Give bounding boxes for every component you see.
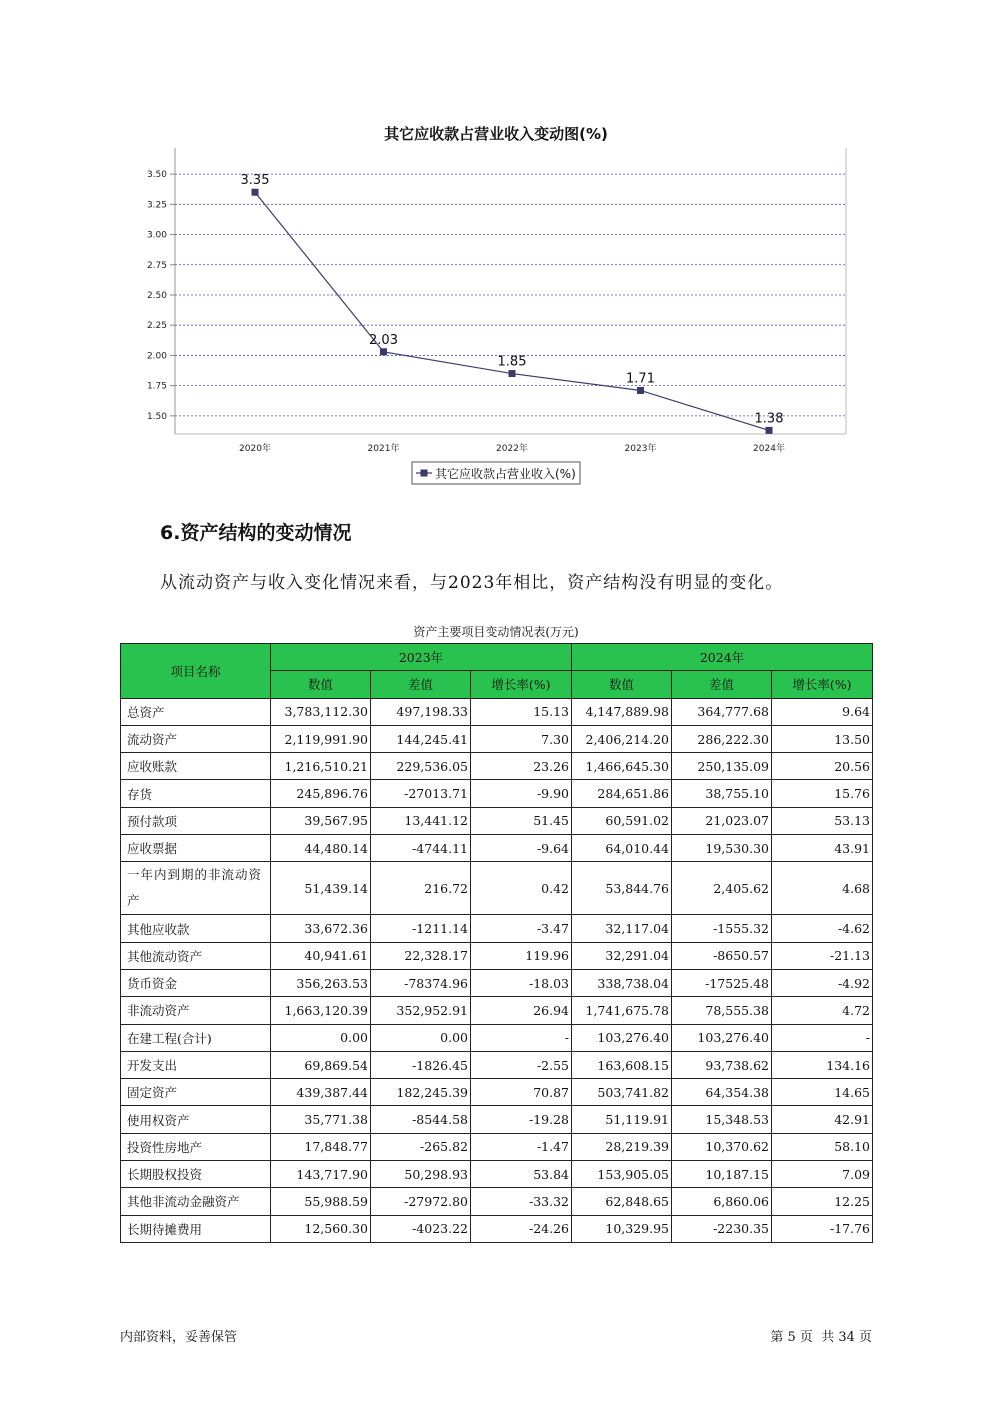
table-cell: 15,348.53 xyxy=(672,1106,772,1133)
row-label: 长期待摊费用 xyxy=(121,1215,271,1242)
row-label: 其他应收款 xyxy=(121,915,271,942)
table-cell: 0.42 xyxy=(471,862,572,915)
table-cell: 143,717.90 xyxy=(271,1161,371,1188)
table-cell: 20.56 xyxy=(772,753,873,780)
y-tick-label: 2.00 xyxy=(146,351,167,362)
table-cell: 23.26 xyxy=(471,753,572,780)
line-chart xyxy=(0,0,992,500)
table-cell: 2,119,991.90 xyxy=(271,725,371,752)
table-cell: 14.65 xyxy=(772,1079,873,1106)
table-cell: 44,480.14 xyxy=(271,835,371,862)
table-cell: -1.47 xyxy=(471,1133,572,1160)
table-cell: -8650.57 xyxy=(672,942,772,969)
y-tick-label: 2.25 xyxy=(146,321,167,332)
table-cell: -4744.11 xyxy=(371,835,471,862)
table-cell: -9.90 xyxy=(471,780,572,807)
table-cell: -8544.58 xyxy=(371,1106,471,1133)
table-cell: 352,952.91 xyxy=(371,997,471,1024)
table-cell: 32,117.04 xyxy=(572,915,672,942)
table-row xyxy=(121,942,873,969)
row-label: 投资性房地产 xyxy=(121,1133,271,1160)
table-cell: -18.03 xyxy=(471,969,572,996)
table-cell: 60,591.02 xyxy=(572,807,672,834)
data-point xyxy=(637,387,644,394)
table-cell: 55,988.59 xyxy=(271,1188,371,1215)
table-cell: 40,941.61 xyxy=(271,942,371,969)
table-cell: - xyxy=(772,1024,873,1051)
table-cell: -2230.35 xyxy=(672,1215,772,1242)
table-cell: 50,298.93 xyxy=(371,1161,471,1188)
table-cell: 245,896.76 xyxy=(271,780,371,807)
row-label: 存货 xyxy=(121,780,271,807)
table-cell: -265.82 xyxy=(371,1133,471,1160)
table-cell: 7.30 xyxy=(471,725,572,752)
table-cell: 1,663,120.39 xyxy=(271,997,371,1024)
table-cell: 62,848.65 xyxy=(572,1188,672,1215)
y-tick-label: 2.50 xyxy=(146,290,167,301)
table-cell: 93,738.62 xyxy=(672,1051,772,1078)
table-row xyxy=(121,1188,873,1215)
row-label: 使用权资产 xyxy=(121,1106,271,1133)
row-label: 总资产 xyxy=(121,698,271,725)
footer-page-number: 第 5 页 共 34 页 xyxy=(770,1330,872,1345)
data-label: 1.85 xyxy=(497,354,527,370)
table-cell: 216.72 xyxy=(371,862,471,915)
series-line xyxy=(255,192,769,430)
table-cell: 28,219.39 xyxy=(572,1133,672,1160)
header-item-name: 项目名称 xyxy=(121,644,271,699)
data-label: 3.35 xyxy=(240,173,270,189)
x-tick-label: 2023年 xyxy=(624,444,657,454)
table-cell: 144,245.41 xyxy=(371,725,471,752)
table-row xyxy=(121,725,873,752)
data-point xyxy=(380,348,387,355)
table-cell: 503,741.82 xyxy=(572,1079,672,1106)
table-cell: 19,530.30 xyxy=(672,835,772,862)
subheader-value: 数值 xyxy=(271,671,371,698)
table-cell: 2,405.62 xyxy=(672,862,772,915)
row-label: 预付款项 xyxy=(121,807,271,834)
table-row xyxy=(121,753,873,780)
subheader-growth: 增长率(%) xyxy=(772,671,873,698)
table-cell: -27013.71 xyxy=(371,780,471,807)
table-cell: 33,672.36 xyxy=(271,915,371,942)
table-row xyxy=(121,969,873,996)
table-cell: 39,567.95 xyxy=(271,807,371,834)
table-cell: -3.47 xyxy=(471,915,572,942)
table-cell: 21,023.07 xyxy=(672,807,772,834)
table-cell: 497,198.33 xyxy=(371,698,471,725)
table-cell: 4,147,889.98 xyxy=(572,698,672,725)
section-heading: 6.资产结构的变动情况 xyxy=(160,522,352,544)
table-cell: 1,216,510.21 xyxy=(271,753,371,780)
y-tick-label: 3.25 xyxy=(146,200,167,211)
header-year-2023: 2023年 xyxy=(271,644,572,671)
table-cell: 13,441.12 xyxy=(371,807,471,834)
row-label: 长期股权投资 xyxy=(121,1161,271,1188)
table-cell: 229,536.05 xyxy=(371,753,471,780)
table-cell: 17,848.77 xyxy=(271,1133,371,1160)
table-cell: 70.87 xyxy=(471,1079,572,1106)
table-row xyxy=(121,780,873,807)
table-cell: - xyxy=(471,1024,572,1051)
table-cell: 51,439.14 xyxy=(271,862,371,915)
table-row xyxy=(121,1161,873,1188)
table-row xyxy=(121,1215,873,1242)
y-tick-label: 2.75 xyxy=(146,260,167,271)
table-row xyxy=(121,915,873,942)
table-cell: 53.84 xyxy=(471,1161,572,1188)
table-cell: 153,905.05 xyxy=(572,1161,672,1188)
table-row xyxy=(121,862,873,915)
table-cell: 22,328.17 xyxy=(371,942,471,969)
table-cell: -1211.14 xyxy=(371,915,471,942)
intro-paragraph: 从流动资产与收入变化情况来看，与2023年相比，资产结构没有明显的变化。 xyxy=(160,573,784,593)
data-label: 1.38 xyxy=(754,411,784,427)
table-cell: 64,010.44 xyxy=(572,835,672,862)
table-cell: -1555.32 xyxy=(672,915,772,942)
table-cell: -24.26 xyxy=(471,1215,572,1242)
subheader-diff: 差值 xyxy=(672,671,772,698)
table-cell: 32,291.04 xyxy=(572,942,672,969)
table-cell: 69,869.54 xyxy=(271,1051,371,1078)
table-cell: 0.00 xyxy=(271,1024,371,1051)
table-row xyxy=(121,1106,873,1133)
row-label: 其他非流动金融资产 xyxy=(121,1188,271,1215)
table-cell: 1,466,645.30 xyxy=(572,753,672,780)
table-cell: 53,844.76 xyxy=(572,862,672,915)
table-cell: 356,263.53 xyxy=(271,969,371,996)
table-row xyxy=(121,997,873,1024)
table-cell: 58.10 xyxy=(772,1133,873,1160)
x-tick-label: 2021年 xyxy=(367,444,400,454)
table-cell: -17525.48 xyxy=(672,969,772,996)
data-point xyxy=(509,370,516,377)
table-cell: 284,651.86 xyxy=(572,780,672,807)
subheader-diff: 差值 xyxy=(371,671,471,698)
y-tick-label: 1.50 xyxy=(146,411,167,422)
x-tick-label: 2022年 xyxy=(496,444,528,454)
table-cell: 2,406,214.20 xyxy=(572,725,672,752)
table-cell: 35,771.38 xyxy=(271,1106,371,1133)
table-cell: 250,135.09 xyxy=(672,753,772,780)
table-cell: 0.00 xyxy=(371,1024,471,1051)
data-point xyxy=(766,427,773,434)
table-cell: -4.62 xyxy=(772,915,873,942)
table-cell: 4.72 xyxy=(772,997,873,1024)
table-cell: 103,276.40 xyxy=(672,1024,772,1051)
subheader-growth: 增长率(%) xyxy=(471,671,572,698)
table-cell: 364,777.68 xyxy=(672,698,772,725)
header-year-2024: 2024年 xyxy=(572,644,873,671)
table-cell: -21.13 xyxy=(772,942,873,969)
table-cell: -1826.45 xyxy=(371,1051,471,1078)
table-row xyxy=(121,1133,873,1160)
table-cell: 26.94 xyxy=(471,997,572,1024)
table-cell: 134.16 xyxy=(772,1051,873,1078)
table-cell: -78374.96 xyxy=(371,969,471,996)
table-row xyxy=(121,698,873,725)
table-row xyxy=(121,1079,873,1106)
table-cell: 3,783,112.30 xyxy=(271,698,371,725)
row-label: 应收账款 xyxy=(121,753,271,780)
table-cell: 12,560.30 xyxy=(271,1215,371,1242)
x-tick-label: 2020年 xyxy=(239,444,271,454)
table-cell: -2.55 xyxy=(471,1051,572,1078)
table-cell: 1,741,675.78 xyxy=(572,997,672,1024)
table-cell: 4.68 xyxy=(772,862,873,915)
row-label: 非流动资产 xyxy=(121,997,271,1024)
table-cell: -9.64 xyxy=(471,835,572,862)
row-label: 流动资产 xyxy=(121,725,271,752)
y-tick-label: 1.75 xyxy=(146,381,167,392)
table-cell: 182,245.39 xyxy=(371,1079,471,1106)
table-cell: -33.32 xyxy=(471,1188,572,1215)
table-row xyxy=(121,1024,873,1051)
table-cell: 43.91 xyxy=(772,835,873,862)
table-cell: 51.45 xyxy=(471,807,572,834)
table-cell: 7.09 xyxy=(772,1161,873,1188)
table-cell: 119.96 xyxy=(471,942,572,969)
data-label: 1.71 xyxy=(626,371,655,387)
table-cell: 9.64 xyxy=(772,698,873,725)
y-tick-label: 3.50 xyxy=(146,170,167,181)
table-cell: -4023.22 xyxy=(371,1215,471,1242)
data-label: 2.03 xyxy=(369,332,398,348)
row-label: 在建工程(合计) xyxy=(121,1024,271,1051)
table-cell: -27972.80 xyxy=(371,1188,471,1215)
table-row xyxy=(121,1051,873,1078)
chart-title: 其它应收款占营业收入变动图(%) xyxy=(384,125,608,143)
table-cell: 51,119.91 xyxy=(572,1106,672,1133)
subheader-value: 数值 xyxy=(572,671,672,698)
table-cell: 338,738.04 xyxy=(572,969,672,996)
row-label: 固定资产 xyxy=(121,1079,271,1106)
table-cell: 15.76 xyxy=(772,780,873,807)
table-cell: -17.76 xyxy=(772,1215,873,1242)
table-row xyxy=(121,835,873,862)
y-tick-label: 3.00 xyxy=(146,230,167,241)
row-label: 应收票据 xyxy=(121,835,271,862)
table-cell: 10,370.62 xyxy=(672,1133,772,1160)
asset-change-table xyxy=(120,643,873,1243)
table-cell: 286,222.30 xyxy=(672,725,772,752)
row-label: 其他流动资产 xyxy=(121,942,271,969)
table-cell: 10,329.95 xyxy=(572,1215,672,1242)
table-cell: -19.28 xyxy=(471,1106,572,1133)
table-cell: 12.25 xyxy=(772,1188,873,1215)
row-label: 货币资金 xyxy=(121,969,271,996)
table-row xyxy=(121,807,873,834)
table-cell: 64,354.38 xyxy=(672,1079,772,1106)
legend-label: 其它应收款占营业收入(%) xyxy=(435,467,576,481)
table-cell: 163,608.15 xyxy=(572,1051,672,1078)
table-cell: -4.92 xyxy=(772,969,873,996)
data-point xyxy=(252,189,259,196)
x-tick-label: 2024年 xyxy=(753,444,785,454)
table-cell: 78,555.38 xyxy=(672,997,772,1024)
table-cell: 103,276.40 xyxy=(572,1024,672,1051)
table-caption: 资产主要项目变动情况表(万元) xyxy=(413,625,579,639)
table-cell: 6,860.06 xyxy=(672,1188,772,1215)
table-cell: 38,755.10 xyxy=(672,780,772,807)
table-cell: 13.50 xyxy=(772,725,873,752)
table-cell: 53.13 xyxy=(772,807,873,834)
table-cell: 439,387.44 xyxy=(271,1079,371,1106)
row-label: 一年内到期的非流动资产 xyxy=(121,862,271,915)
footer-confidential: 内部资料，妥善保管 xyxy=(120,1330,238,1345)
row-label: 开发支出 xyxy=(121,1051,271,1078)
table-cell: 10,187.15 xyxy=(672,1161,772,1188)
table-cell: 15.13 xyxy=(471,698,572,725)
legend-marker xyxy=(421,470,428,477)
table-cell: 42.91 xyxy=(772,1106,873,1133)
